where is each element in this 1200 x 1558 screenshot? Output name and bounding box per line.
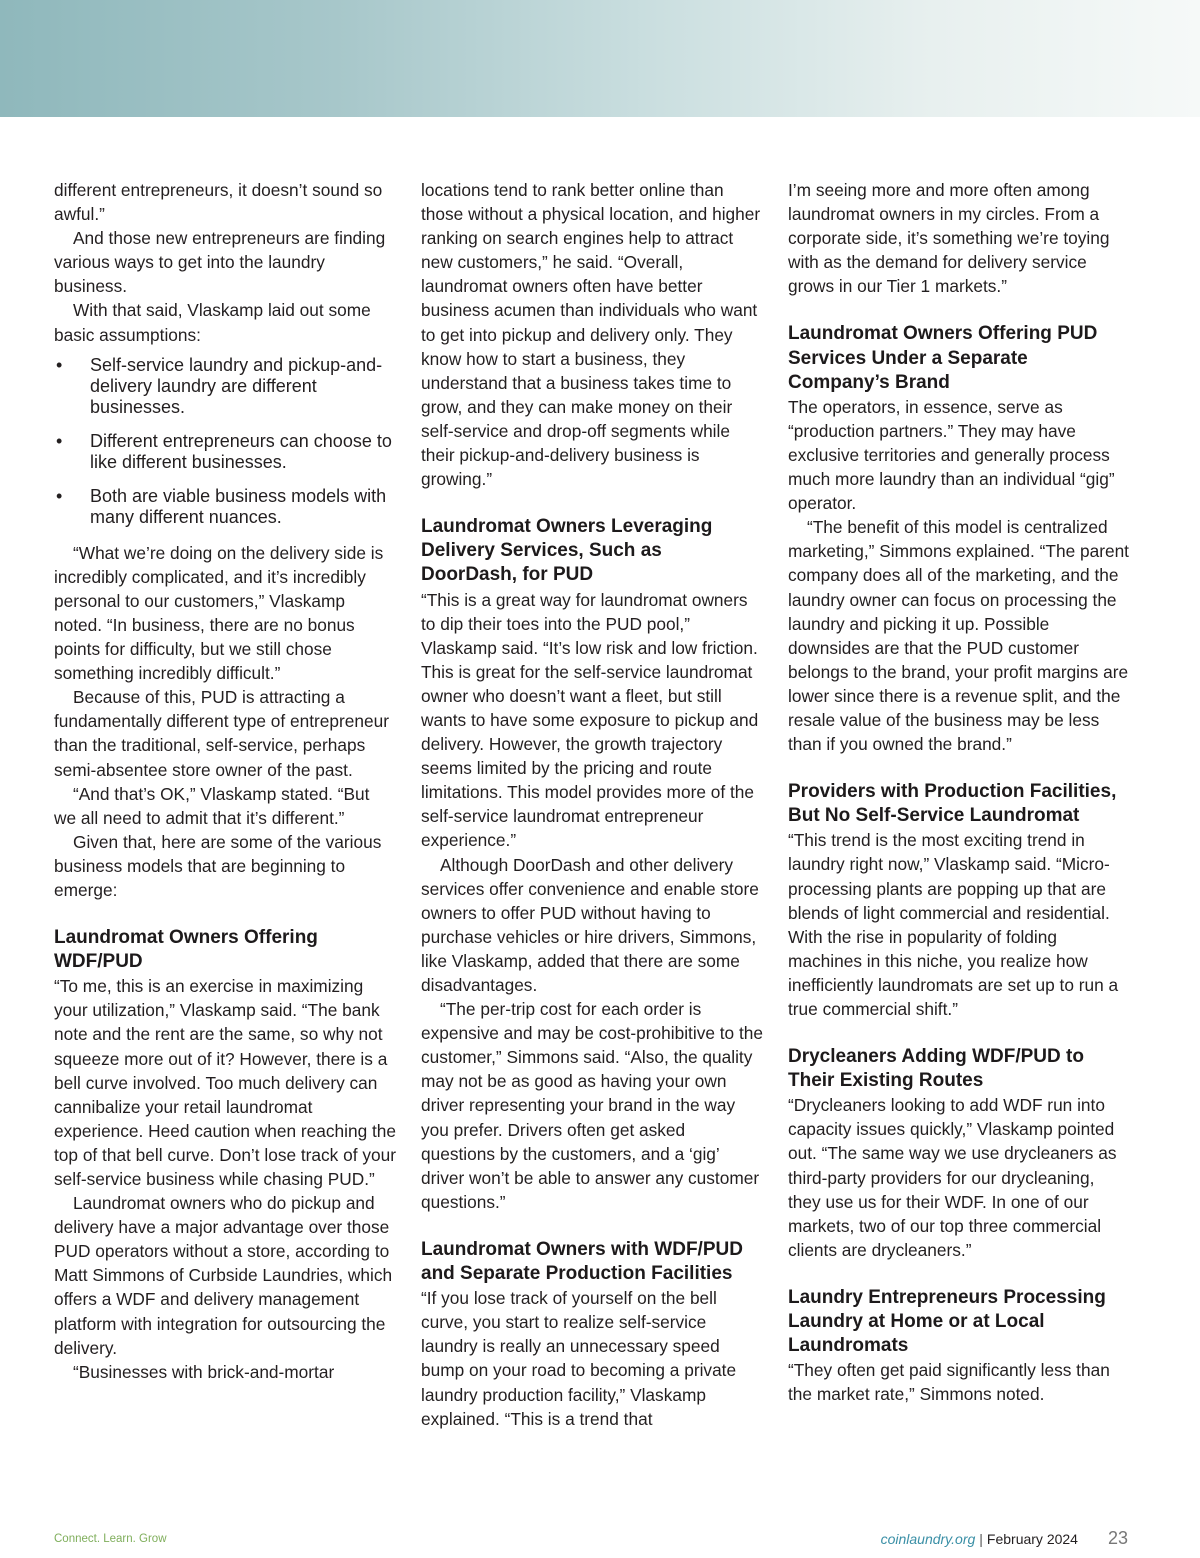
paragraph: “The benefit of this model is centralized marketing,” Simmons explained. “The parent company does all of the marketing, and the laundry owner can focus on processing the laundry and picking it up. Possible downsides are that the PUD customer belongs to the brand, your profit margins are lower since there is a revenue split, and the resale value of the business may be less than if you owned the brand.” bbox=[788, 517, 1129, 755]
paragraph: Because of this, PUD is attracting a fundamentally different type of entrepreneur than the traditional, self-service, perhaps semi-absentee store owner of the past. bbox=[54, 687, 389, 780]
footer-site-link[interactable]: coinlaundry.org bbox=[880, 1531, 976, 1547]
paragraph: With that said, Vlaskamp laid out some basic assumptions: bbox=[54, 300, 371, 345]
paragraph: different entrepreneurs, it doesn’t sound so awful.” bbox=[54, 180, 383, 225]
column-3 bbox=[788, 178, 1130, 1406]
section-heading: Laundromat Owners Leveraging Delivery Services, Such as DoorDash, for PUD bbox=[421, 516, 713, 586]
list-item-text: Self-service laundry and pickup-and-delivery laundry are different businesses. bbox=[90, 354, 383, 417]
footer-issue-date: February 2024 bbox=[986, 1531, 1078, 1547]
paragraph: “And that’s OK,” Vlaskamp stated. “But we all need to admit that it’s different.” bbox=[54, 783, 370, 828]
list-item bbox=[54, 431, 396, 473]
paragraph: “The per-trip cost for each order is expensive and may be cost-prohibitive to the customer,” Simmons said. “Also, the quality may not be as good as having your own driver representing your brand in the way you prefer. Drivers often get asked questions by the customers, and a ‘gig’ driver won’t be able to answer any customer questions.” bbox=[421, 999, 763, 1212]
column-1 bbox=[54, 178, 396, 1384]
paragraph: “To me, this is an exercise in maximizing your utilization,” Vlaskamp said. “The bank note and the rent are the same, so why not squeeze more out of it? However, there is a bell curve involved. Too much delivery can cannibalize your retail laundromat experience. Heed caution when reaching the top of that bell curve. Don’t lose track of your self-service business while chasing PUD.” bbox=[54, 976, 397, 1189]
section-heading: Laundromat Owners Offering PUD Services Under a Separate Company’s Brand bbox=[788, 323, 1098, 393]
bullet-icon: • bbox=[56, 485, 63, 506]
section-heading: Providers with Production Facilities, But No Self-Service Laundromat bbox=[788, 781, 1117, 827]
footer-separator: | bbox=[979, 1531, 983, 1547]
paragraph: Although DoorDash and other delivery services offer convenience and enable store owners to offer PUD without having to purchase vehicles or hire drivers, Simmons, like Vlaskamp, added that there are some disadvantages. bbox=[421, 854, 759, 995]
footer-tagline: Connect. Learn. Grow bbox=[54, 1533, 167, 1545]
paragraph: “Businesses with brick-and-mortar bbox=[73, 1361, 335, 1382]
list-item-text: Different entrepreneurs can choose to like different businesses. bbox=[90, 430, 392, 472]
paragraph: “This is a great way for laundromat owners to dip their toes into the PUD pool,” Vlaskamp said. “It’s low risk and low friction. This is great for the self-service laundromat owner who doesn’t want a fleet, but still wants to have some exposure to pickup and delivery. However, the growth trajectory seems limited by the pricing and route limitations. This model provides more of the self-service laundromat entrepreneur experience.” bbox=[421, 589, 759, 851]
list-item bbox=[54, 355, 396, 418]
paragraph: “If you lose track of yourself on the bell curve, you start to realize self-service laundry is really an unnecessary speed bump on your road to becoming a private laundry production facility,” Vlaskamp explained. “This is a trend that bbox=[421, 1288, 737, 1429]
paragraph: “This trend is the most exciting trend in laundry right now,” Vlaskamp said. “Micro-processing plants are popping up that are blends of light commercial and residential. With the rise in popularity of folding machines in this niche, you realize how inefficiently laundromats are set up to run a true commercial shift.” bbox=[788, 830, 1119, 1019]
footer-info bbox=[881, 1528, 1128, 1549]
paragraph: The operators, in essence, serve as “production partners.” They may have exclusive territories and generally process much more laundry than an individual “gig” operator. bbox=[788, 396, 1115, 514]
list-item bbox=[54, 486, 396, 528]
page-number: 23 bbox=[1107, 1528, 1128, 1548]
paragraph: And those new entrepreneurs are finding various ways to get into the laundry business. bbox=[54, 228, 386, 297]
column-2 bbox=[421, 178, 763, 1431]
section-heading: Drycleaners Adding WDF/PUD to Their Existing Routes bbox=[788, 1046, 1084, 1092]
paragraph: Laundromat owners who do pickup and delivery have a major advantage over those PUD operators without a store, according to Matt Simmons of Curbside Laundries, which offers a WDF and delivery management platform with integration for outsourcing the delivery. bbox=[54, 1193, 393, 1358]
paragraph: I’m seeing more and more often among laundromat owners in my circles. From a corporate side, it’s something we’re toying with as the demand for delivery service grows in our Tier 1 markets.” bbox=[788, 180, 1110, 297]
header-band bbox=[0, 0, 1200, 117]
list-item-text: Both are viable business models with many different nuances. bbox=[90, 485, 387, 527]
paragraph: locations tend to rank better online than those without a physical location, and higher ranking on search engines help to attract new customers,” he said. “Overall, laundromat owners often have better business acumen than individuals who want to get into pickup and delivery only. They know how to start a business, they understand that a business takes time to grow, and they can make money on their self-service and drop-off segments while their pickup-and-delivery business is growing.” bbox=[421, 180, 761, 490]
paragraph: “Drycleaners looking to add WDF run into capacity issues quickly,” Vlaskamp pointed out. “The same way we use drycleaners as third-party providers for our drycleaning, they use us for their WDF. In one of our markets, two of our top three commercial clients are drycleaners.” bbox=[788, 1095, 1117, 1260]
paragraph: Given that, here are some of the various business models that are beginning to emerge: bbox=[54, 831, 382, 900]
bullet-icon: • bbox=[56, 430, 63, 451]
bullet-icon: • bbox=[56, 354, 63, 375]
section-heading: Laundromat Owners Offering WDF/PUD bbox=[54, 927, 318, 973]
assumptions-list bbox=[54, 355, 396, 528]
section-heading: Laundry Entrepreneurs Processing Laundry at Home or at Local Laundromats bbox=[788, 1286, 1106, 1357]
paragraph: “They often get paid significantly less than the market rate,” Simmons noted. bbox=[788, 1360, 1110, 1405]
paragraph: “What we’re doing on the delivery side is incredibly complicated, and it’s incredibly personal to our customers,” Vlaskamp noted. “In business, there are no bonus points for difficulty, but we still chose something incredibly difficult.” bbox=[54, 542, 384, 684]
section-heading: Laundromat Owners with WDF/PUD and Separate Production Facilities bbox=[421, 1238, 743, 1285]
